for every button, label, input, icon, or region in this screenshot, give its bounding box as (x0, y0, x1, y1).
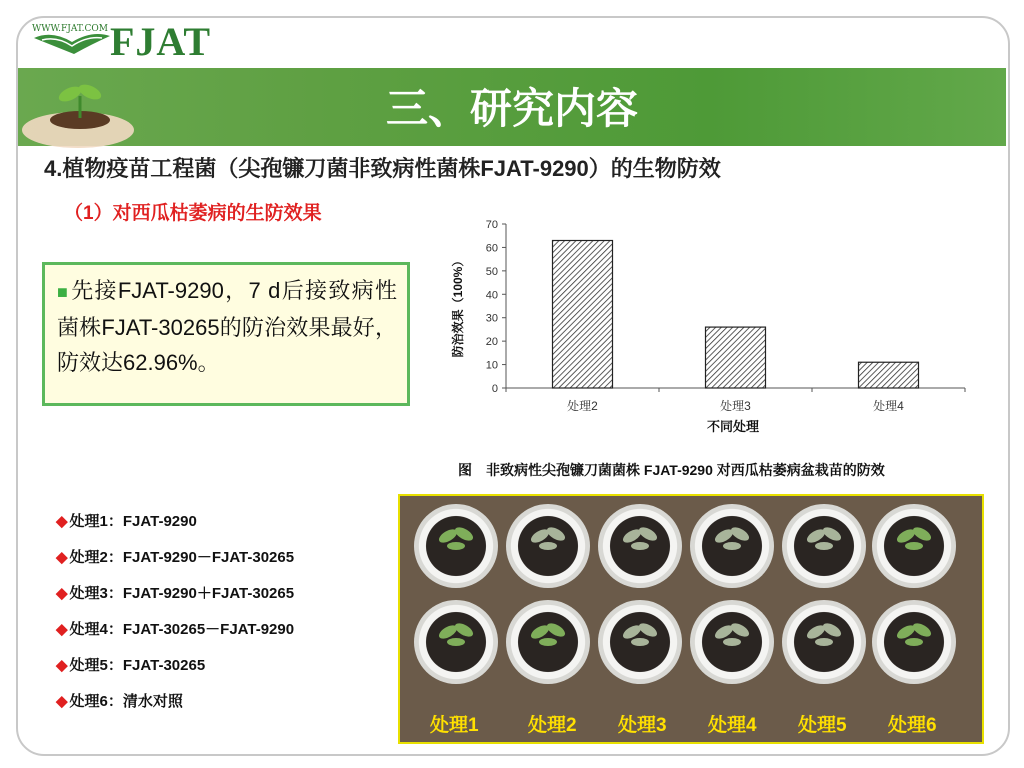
seedling-icon (804, 522, 844, 556)
seedling-icon (804, 618, 844, 652)
square-bullet-icon: ■ (57, 282, 70, 302)
seedling-icon (436, 522, 476, 556)
chart-caption: 图 非致病性尖孢镰刀菌菌株 FJAT-9290 对西瓜枯萎病盆栽苗的防效 (458, 462, 885, 478)
legend-text: 处理2：FJAT-9290－FJAT-30265 (69, 549, 295, 566)
photo-label-1: 处理1 (430, 715, 479, 736)
y-tick-label: 0 (491, 383, 498, 395)
legend-text: 处理3：FJAT-9290＋FJAT-30265 (69, 585, 295, 602)
legend-item (56, 510, 294, 546)
seedling-icon (528, 522, 568, 556)
legend-text: 处理1：FJAT-9290 (69, 513, 197, 530)
bar-chart (440, 212, 980, 442)
seedling-icon (712, 618, 752, 652)
legend-text: 处理6：清水对照 (69, 693, 183, 710)
bar-2 (706, 327, 766, 388)
title-banner (18, 68, 1006, 146)
y-tick-label: 60 (485, 242, 498, 255)
photo-label-2: 处理2 (528, 715, 577, 736)
hands-seedling-icon (18, 60, 138, 152)
diamond-bullet-icon: ◆ (56, 657, 68, 674)
legend-text: 处理4：FJAT-30265－FJAT-9290 (69, 621, 295, 638)
page-title: 三、研究内容 (385, 84, 638, 133)
legend-item (56, 546, 294, 582)
chart-xlabel: 不同处理 (706, 419, 760, 434)
chart-ylabel: 防治效果（100%） (451, 254, 465, 358)
seedling-icon (620, 618, 660, 652)
legend-item (56, 690, 294, 726)
legend-item (56, 582, 294, 618)
seedling-icon (528, 618, 568, 652)
seedling-icon (894, 522, 934, 556)
photo-label-3: 处理3 (618, 715, 667, 736)
seedling-icon (620, 522, 660, 556)
legend-item (56, 654, 294, 690)
legend-text: 处理5：FJAT-30265 (69, 657, 206, 674)
diamond-bullet-icon: ◆ (56, 549, 68, 566)
bar-3 (859, 362, 919, 388)
x-tick-label: 处理4 (873, 399, 904, 413)
logo-name: FJAT (110, 19, 212, 64)
diamond-bullet-icon: ◆ (56, 585, 68, 602)
section-heading: 4.植物疫苗工程菌（尖孢镰刀菌非致病性菌株FJAT-9290）的生物防效 (44, 156, 721, 181)
y-tick-label: 70 (485, 219, 498, 231)
photo-label-6: 处理6 (888, 715, 937, 736)
photo-label-5: 处理5 (798, 715, 847, 736)
result-note (42, 262, 410, 406)
x-tick-label: 处理3 (720, 399, 751, 413)
y-tick-label: 50 (485, 265, 498, 278)
x-tick-label: 处理2 (567, 399, 598, 413)
seedling-icon (436, 618, 476, 652)
logo-url: WWW.FJAT.COM (32, 24, 108, 34)
y-tick-label: 10 (485, 359, 498, 372)
y-tick-label: 20 (485, 336, 498, 349)
chart-bars (553, 240, 919, 388)
subsection-heading: （1）对西瓜枯萎病的生防效果 (64, 203, 322, 224)
pot-photo (398, 494, 984, 744)
treatment-legend (56, 510, 294, 726)
diamond-bullet-icon: ◆ (56, 513, 68, 530)
diamond-bullet-icon: ◆ (56, 621, 68, 638)
legend-item (56, 618, 294, 654)
seedling-icon (712, 522, 752, 556)
bar-1 (553, 240, 613, 388)
y-tick-label: 40 (485, 289, 498, 302)
photo-label-4: 处理4 (708, 715, 757, 736)
note-text-block (57, 273, 397, 380)
y-tick-label: 30 (485, 312, 498, 325)
note-text: 先接FJAT-9290，7 d后接致病性菌株FJAT-30265的防治效果最好，防效达62.96%。 (57, 278, 397, 375)
seedling-icon (894, 618, 934, 652)
diamond-bullet-icon: ◆ (56, 693, 68, 710)
